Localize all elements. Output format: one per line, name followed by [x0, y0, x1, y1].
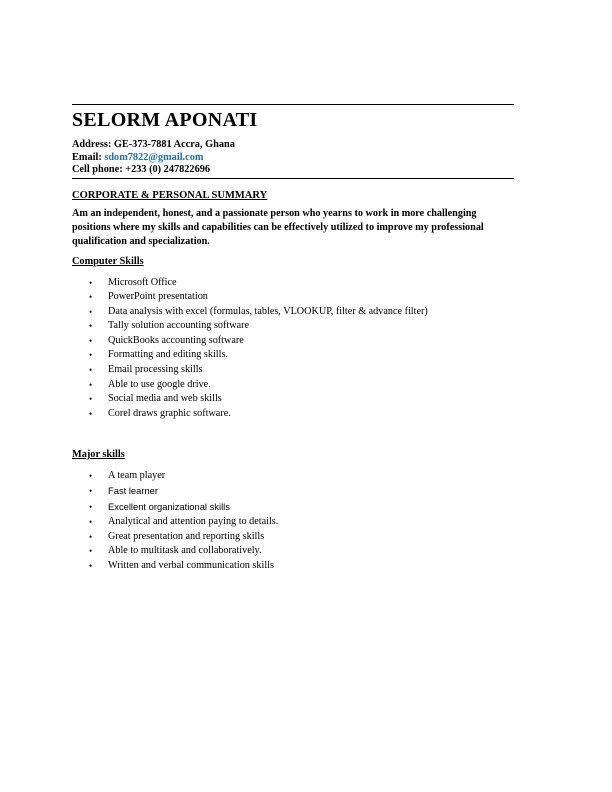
skill-list-item: [72, 544, 514, 559]
skill-text: Great presentation and reporting skills: [108, 530, 265, 542]
email-line: [72, 152, 514, 165]
summary-heading: CORPORATE & PERSONAL SUMMARY: [72, 189, 268, 201]
phone-label: Cell phone:: [72, 164, 123, 175]
skill-list-item: [72, 500, 514, 516]
skill-text: Analytical and attention paying to details.: [108, 516, 279, 528]
skill-text: PowerPoint presentation: [108, 291, 208, 303]
bullet-icon: •: [89, 546, 93, 557]
email-link[interactable]: sdom7822@gmail.com: [104, 151, 204, 163]
bullet-icon: •: [89, 335, 93, 346]
top-rule: [72, 104, 514, 105]
skill-text: A team player: [108, 470, 166, 482]
major-skills-heading: Major skills: [72, 449, 125, 461]
bullet-icon: •: [89, 292, 93, 303]
skill-list-item: [72, 290, 514, 305]
email-label: Email:: [72, 151, 102, 163]
bullet-icon: •: [89, 350, 93, 361]
bullet-icon: •: [89, 471, 93, 482]
phone-line: [72, 164, 514, 177]
skill-list-item: [72, 515, 514, 530]
skill-list-item: [72, 392, 514, 407]
skill-list-item: [72, 348, 514, 363]
contact-rule: [72, 178, 514, 179]
bullet-icon: •: [89, 306, 93, 317]
skill-list-item: [72, 363, 514, 378]
bullet-icon: •: [89, 517, 93, 528]
address-value: GE-373-7881 Accra, Ghana: [113, 139, 235, 150]
phone-value: +233 (0) 247822696: [125, 164, 211, 175]
contact-block: [72, 139, 514, 177]
bullet-icon: •: [89, 365, 93, 376]
bullet-icon: •: [89, 408, 93, 419]
skill-text: Excellent organizational skills: [108, 500, 230, 512]
skill-list-item: [72, 484, 514, 500]
skill-list-item: [72, 305, 514, 320]
computer-skills-heading: Computer Skills: [72, 255, 144, 267]
bullet-icon: •: [89, 561, 93, 571]
skill-list-item: [72, 530, 514, 545]
bullet-icon: •: [89, 277, 93, 288]
skill-text: Corel draws graphic software.: [108, 407, 231, 419]
major-skills-list: [72, 469, 514, 573]
skill-list-item: [72, 334, 514, 349]
skill-text: Email processing skills: [108, 364, 203, 376]
bullet-icon: •: [89, 321, 93, 332]
computer-skills-list: [72, 276, 514, 422]
bullet-icon: •: [89, 379, 93, 390]
bullet-icon: •: [89, 486, 93, 497]
bullet-icon: •: [89, 501, 93, 512]
address-label: Address:: [72, 139, 112, 150]
skill-text: Microsoft Office: [108, 276, 177, 288]
skill-text: Fast learner: [108, 485, 159, 497]
skill-list-item: [72, 559, 514, 574]
skill-text: Able to use google drive.: [108, 378, 211, 390]
skill-list-item: [72, 407, 514, 422]
bullet-icon: •: [89, 531, 93, 542]
skill-list-item: [72, 319, 514, 334]
address-line: [72, 139, 514, 152]
skill-text: Data analysis with excel (formulas, tables, VLOOKUP, filter & advance filter): [108, 305, 428, 317]
skill-text: Written and verbal communication skills: [108, 560, 274, 571]
summary-text: Am an independent, honest, and a passionate person who yearns to work in more challenging positions where my skills and capabilities can be effectively utilized to improve my professional qualification and specialization.: [72, 207, 484, 247]
skill-text: Formatting and editing skills.: [108, 349, 228, 361]
skill-list-item: [72, 276, 514, 291]
candidate-name: SELORM APONATI: [72, 109, 258, 131]
skill-list-item: [72, 378, 514, 393]
skill-text: Social media and web skills: [108, 393, 222, 405]
skill-text: Tally solution accounting software: [108, 320, 250, 332]
skill-text: Able to multitask and collaboratively.: [108, 545, 262, 557]
skill-text: QuickBooks accounting software: [108, 334, 244, 346]
bullet-icon: •: [89, 394, 93, 405]
resume-page: [72, 104, 514, 574]
skill-list-item: [72, 469, 514, 484]
